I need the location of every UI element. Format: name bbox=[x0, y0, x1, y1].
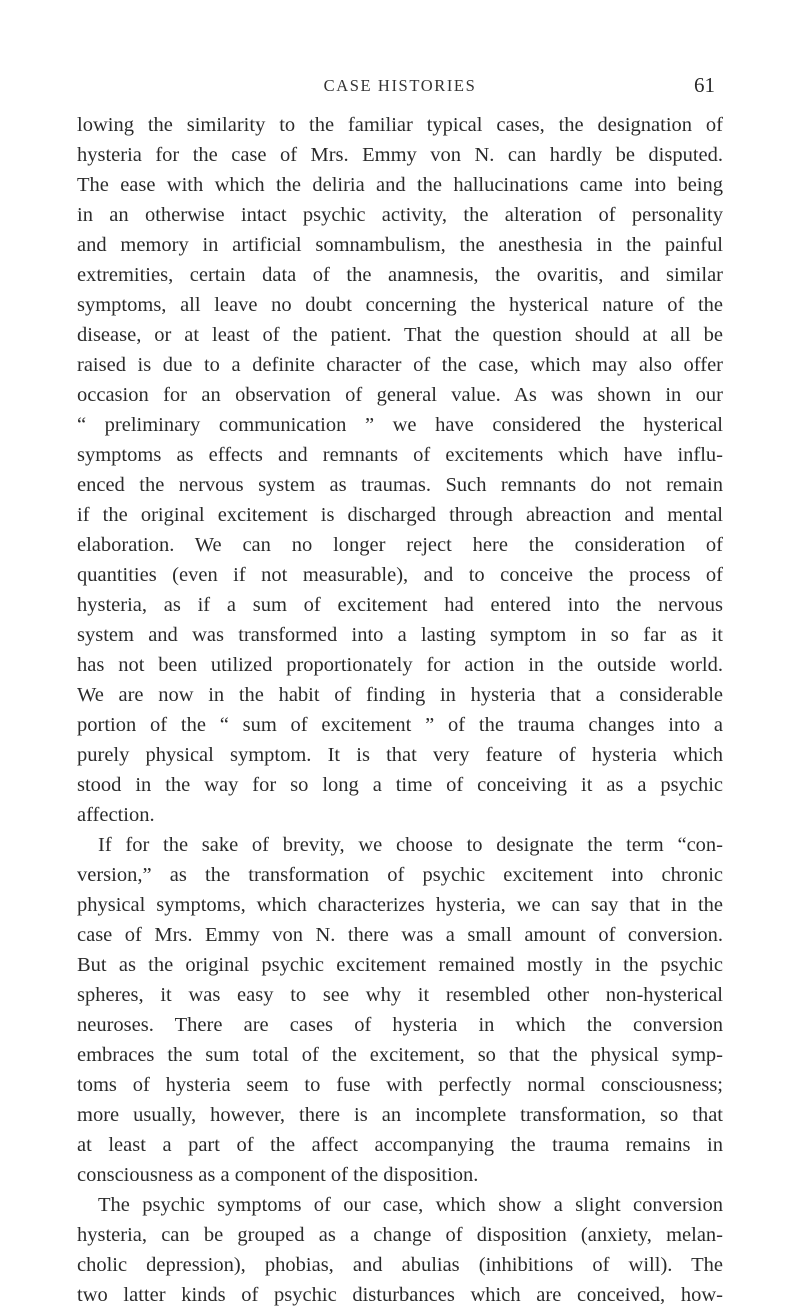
page-number: 61 bbox=[694, 73, 715, 97]
text-line: and memory in artificial somnambulism, the anesthesia in the painful bbox=[77, 234, 723, 256]
text-line: toms of hysteria seem to fuse with perfectly normal consciousness; bbox=[77, 1074, 723, 1096]
text-line: symptoms, all leave no doubt concerning the hysterical nature of the bbox=[77, 294, 723, 316]
text-line: in an otherwise intact psychic activity, the alteration of personality bbox=[77, 204, 723, 226]
text-line: purely physical symptom. It is that very feature of hysteria which bbox=[77, 744, 723, 766]
text-line: The ease with which the deliria and the hallucinations came into being bbox=[77, 174, 723, 196]
text-line: case of Mrs. Emmy von N. there was a small amount of conversion. bbox=[77, 924, 723, 946]
text-line: embraces the sum total of the excitement, so that the physical symp- bbox=[77, 1044, 723, 1066]
running-head bbox=[0, 74, 800, 98]
text-line: symptoms as effects and remnants of excitements which have influ- bbox=[77, 444, 723, 466]
text-line: quantities (even if not measurable), and to conceive the process of bbox=[77, 564, 723, 586]
text-line: raised is due to a definite character of the case, which may also offer bbox=[77, 354, 723, 376]
text-line: has not been utilized proportionately for action in the outside world. bbox=[77, 654, 723, 676]
text-line: spheres, it was easy to see why it resembled other non-hysterical bbox=[77, 984, 723, 1006]
text-line: But as the original psychic excitement remained mostly in the psychic bbox=[77, 954, 723, 976]
text-line: disease, or at least of the patient. That the question should at all be bbox=[77, 324, 723, 346]
text-line: cholic depression), phobias, and abulias (inhibitions of will). The bbox=[77, 1254, 723, 1276]
text-line: extremities, certain data of the anamnesis, the ovaritis, and similar bbox=[77, 264, 723, 286]
text-line: hysteria for the case of Mrs. Emmy von N. can hardly be disputed. bbox=[77, 144, 723, 166]
text-line: system and was transformed into a lasting symptom in so far as it bbox=[77, 624, 723, 646]
text-line: hysteria, can be grouped as a change of disposition (anxiety, melan- bbox=[77, 1224, 723, 1246]
text-line: “ preliminary communication ” we have considered the hysterical bbox=[77, 414, 723, 436]
running-title: CASE HISTORIES bbox=[323, 76, 477, 95]
text-line: elaboration. We can no longer reject here the consideration of bbox=[77, 534, 723, 556]
text-line: If for the sake of brevity, we choose to designate the term “con- bbox=[98, 834, 723, 856]
text-line: consciousness as a component of the disposition. bbox=[77, 1164, 479, 1186]
text-line: at least a part of the affect accompanying the trauma remains in bbox=[77, 1134, 723, 1156]
text-line: two latter kinds of psychic disturbances which are conceived, how- bbox=[77, 1284, 723, 1306]
text-line: portion of the “ sum of excitement ” of the trauma changes into a bbox=[77, 714, 723, 736]
text-line: lowing the similarity to the familiar typical cases, the designation of bbox=[77, 114, 723, 136]
text-line: neuroses. There are cases of hysteria in which the conversion bbox=[77, 1014, 723, 1036]
text-line: version,” as the transformation of psychic excitement into chronic bbox=[77, 864, 723, 886]
text-line: hysteria, as if a sum of excitement had entered into the nervous bbox=[77, 594, 723, 616]
text-line: The psychic symptoms of our case, which show a slight conversion bbox=[98, 1194, 723, 1216]
text-line: affection. bbox=[77, 804, 155, 826]
text-line: We are now in the habit of finding in hysteria that a considerable bbox=[77, 684, 723, 706]
text-line: more usually, however, there is an incomplete transformation, so that bbox=[77, 1104, 723, 1126]
text-line: physical symptoms, which characterizes hysteria, we can say that in the bbox=[77, 894, 723, 916]
text-line: enced the nervous system as traumas. Such remnants do not remain bbox=[77, 474, 723, 496]
text-line: stood in the way for so long a time of conceiving it as a psychic bbox=[77, 774, 723, 796]
text-line: if the original excitement is discharged through abreaction and mental bbox=[77, 504, 723, 526]
text-line: occasion for an observation of general value. As was shown in our bbox=[77, 384, 723, 406]
